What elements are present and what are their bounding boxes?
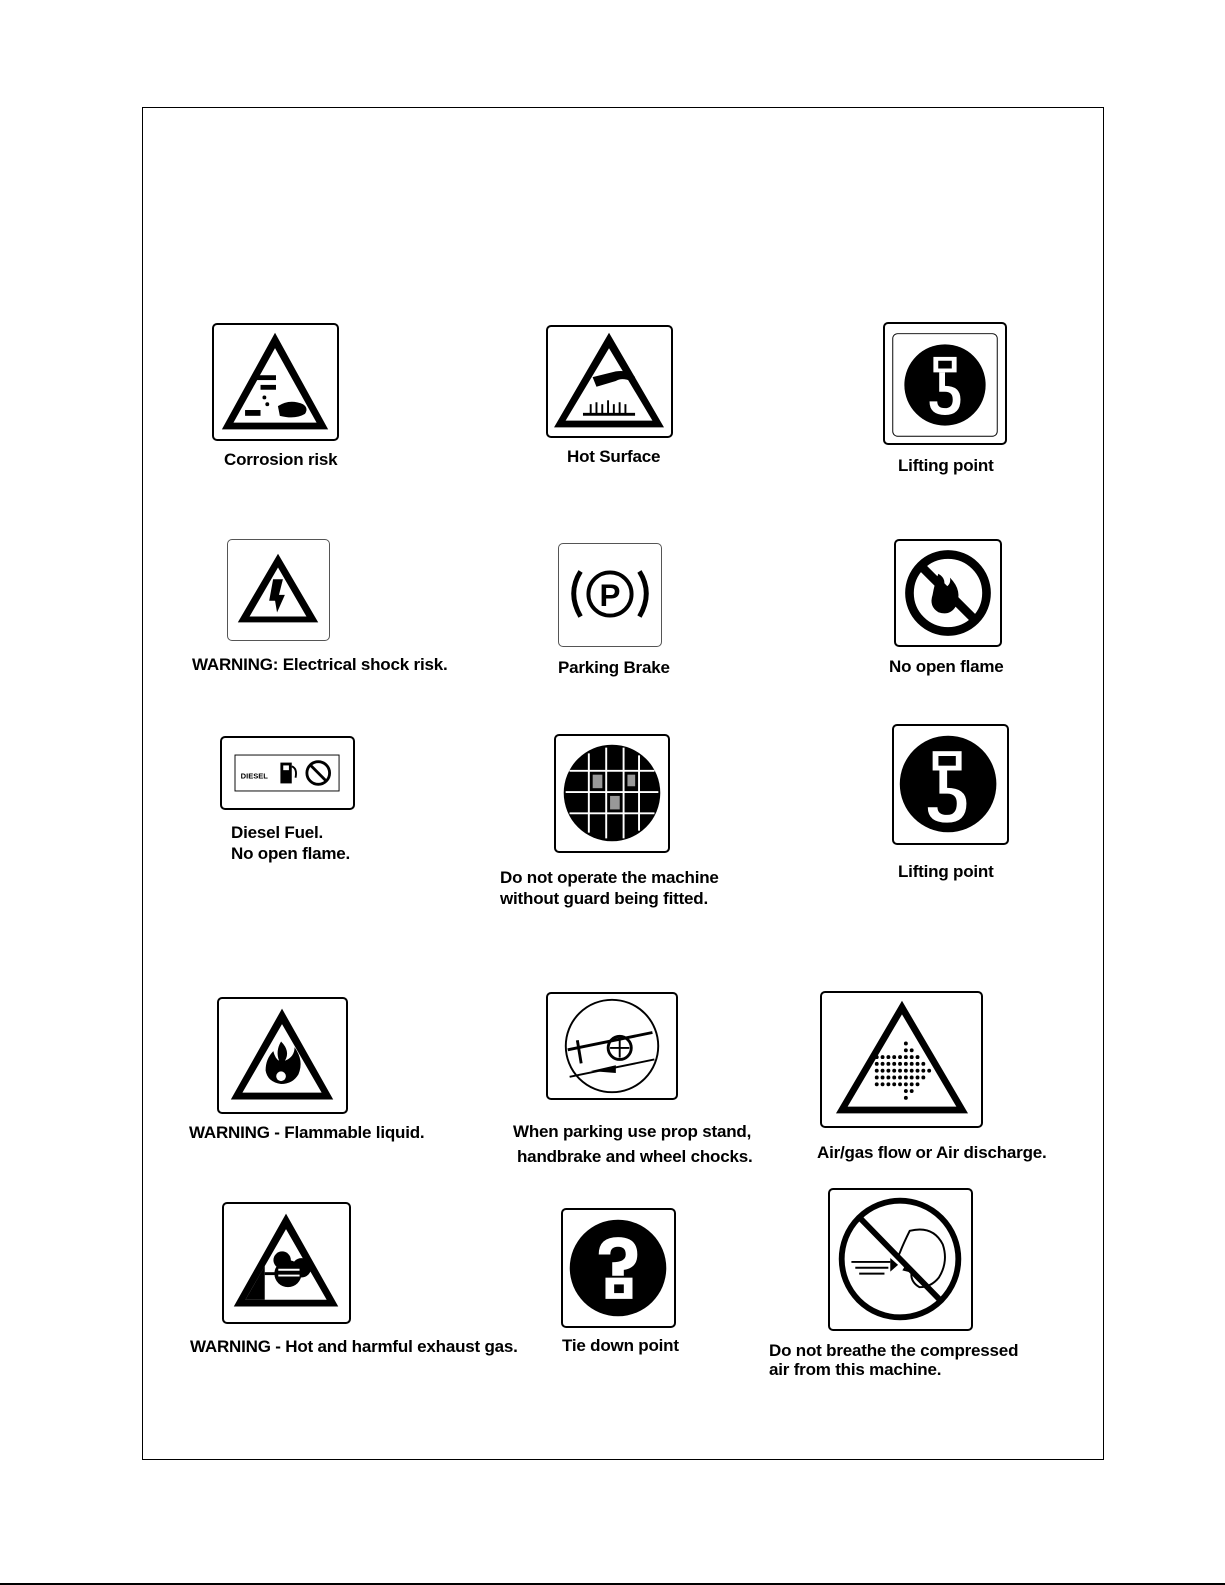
hot-surface-sign <box>546 325 673 438</box>
electrical-sign <box>227 539 330 641</box>
diesel-fuel-icon <box>222 738 353 808</box>
guard-caption-line1: Do not operate the machine <box>500 868 719 887</box>
air-discharge-sign <box>820 991 983 1128</box>
no-breathe-caption <box>769 1341 1018 1379</box>
no-open-flame-sign <box>894 539 1002 647</box>
flammable-sign <box>217 997 348 1114</box>
prop-stand-icon <box>548 994 676 1098</box>
parking-brake-icon <box>559 544 661 646</box>
diesel-caption-line1: Diesel Fuel. <box>231 823 324 842</box>
no-flame-icon <box>896 541 1000 645</box>
flammable-caption: WARNING - Flammable liquid. <box>189 1123 425 1142</box>
prop-stand-caption <box>513 1119 753 1169</box>
machine-guard-icon <box>556 736 668 851</box>
lifting-hook-icon-2 <box>894 726 1007 843</box>
parking-brake-symbol: P <box>599 577 621 613</box>
prop-stand-sign <box>546 992 678 1100</box>
prop-stand-caption-line1: When parking use prop stand, <box>513 1122 752 1141</box>
guard-caption <box>500 867 719 909</box>
corrosion-sign <box>212 323 339 441</box>
corrosion-icon <box>214 325 337 439</box>
corrosion-caption: Corrosion risk <box>224 450 338 469</box>
diesel-sign <box>220 736 355 810</box>
diesel-caption-line2: No open flame. <box>231 844 351 863</box>
guard-caption-line2: without guard being fitted. <box>500 889 709 908</box>
diesel-caption <box>231 822 350 864</box>
electrical-caption: WARNING: Electrical shock risk. <box>192 655 448 674</box>
tie-down-icon <box>563 1210 674 1326</box>
air-discharge-caption: Air/gas flow or Air discharge. <box>817 1143 1047 1162</box>
lifting-point-sign-2 <box>892 724 1009 845</box>
hot-surface-icon <box>548 327 671 436</box>
lifting-point-caption-2: Lifting point <box>898 862 994 881</box>
exhaust-caption: WARNING - Hot and harmful exhaust gas. <box>190 1337 518 1356</box>
parking-brake-sign <box>558 543 662 647</box>
lifting-hook-icon <box>885 324 1005 443</box>
electrical-shock-icon <box>228 540 329 640</box>
flammable-liquid-icon <box>219 999 346 1112</box>
no-breathe-icon <box>830 1190 971 1329</box>
lifting-point-sign-1 <box>883 322 1007 445</box>
air-discharge-icon <box>822 993 981 1126</box>
no-breathe-sign <box>828 1188 973 1331</box>
guard-sign <box>554 734 670 853</box>
tie-down-caption: Tie down point <box>562 1336 679 1355</box>
no-breathe-caption-line1: Do not breathe the compressed <box>769 1341 1019 1360</box>
hot-surface-caption: Hot Surface <box>567 447 661 466</box>
tie-down-sign <box>561 1208 676 1328</box>
no-open-flame-caption: No open flame <box>889 657 1004 676</box>
parking-brake-caption: Parking Brake <box>558 658 670 677</box>
exhaust-gas-icon <box>224 1204 349 1322</box>
no-breathe-caption-line2: air from this machine. <box>769 1360 942 1379</box>
diesel-badge-text: DIESEL <box>240 771 268 781</box>
lifting-point-caption-1: Lifting point <box>898 456 994 475</box>
exhaust-sign <box>222 1202 351 1324</box>
prop-stand-caption-line2: handbrake and wheel chocks. <box>517 1147 753 1166</box>
